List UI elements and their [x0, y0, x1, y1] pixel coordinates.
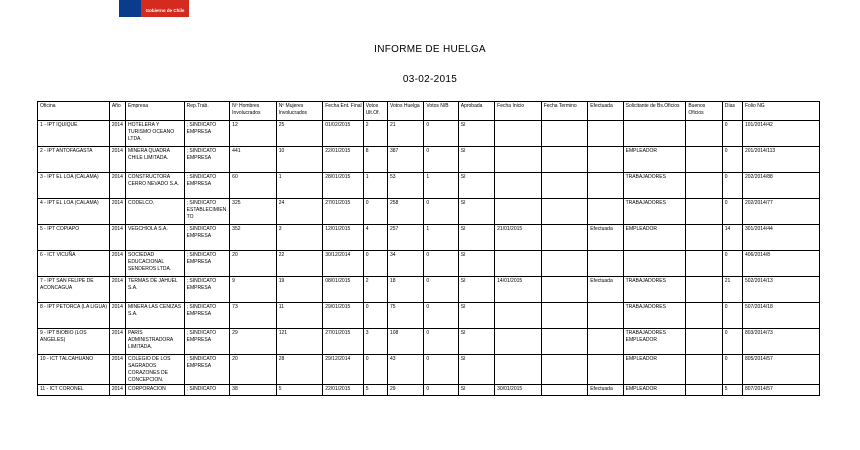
- table-cell: 1: [276, 173, 323, 199]
- column-header: Votos N/B: [424, 102, 458, 121]
- logo-blue-block: [119, 0, 141, 17]
- table-cell: SI: [458, 225, 494, 251]
- column-header: Aprobada: [458, 102, 494, 121]
- table-cell: 22/01/2015: [323, 385, 363, 396]
- table-cell: [541, 303, 588, 329]
- table-cell: CORPORACION: [125, 385, 184, 396]
- table-cell: 21/01/2015: [495, 225, 542, 251]
- table-cell: 60: [230, 173, 277, 199]
- table-cell: 0: [722, 303, 742, 329]
- table-cell: ; SINDICATO EMPRESA: [184, 277, 230, 303]
- table-cell: 0: [722, 329, 742, 355]
- table-cell: 0: [424, 385, 458, 396]
- table-cell: 352: [230, 225, 277, 251]
- table-cell: 0: [363, 355, 387, 385]
- table-cell: EMPLEADOR: [623, 225, 686, 251]
- table-cell: 75: [387, 303, 423, 329]
- table-cell: ; SINDICATO ESTABLECIMIENTO: [184, 199, 230, 225]
- table-cell: SI: [458, 355, 494, 385]
- table-cell: 14: [722, 225, 742, 251]
- table-cell: [686, 303, 722, 329]
- table-header-row: [38, 102, 820, 121]
- table-cell: [541, 147, 588, 173]
- table-cell: [588, 303, 623, 329]
- table-row: [38, 329, 820, 355]
- table-cell: TRABAJADORES EMPLEADOR: [623, 329, 686, 355]
- table-cell: 2014: [109, 173, 125, 199]
- table-cell: 18: [387, 277, 423, 303]
- table-cell: SI: [458, 147, 494, 173]
- table-cell: 387: [387, 147, 423, 173]
- column-header: Oficina: [38, 102, 110, 121]
- strike-report-table: [37, 101, 820, 396]
- table-cell: 502/2014/13: [742, 277, 819, 303]
- table-cell: 6 - ICT VICUÑA: [38, 251, 110, 277]
- table-cell: 5: [722, 385, 742, 396]
- column-header: Fecha Inicio: [495, 102, 542, 121]
- table-cell: 43: [387, 355, 423, 385]
- table-row: [38, 225, 820, 251]
- table-row: [38, 251, 820, 277]
- table-cell: 7 - IPT SAN FELIPE DE ACONCAGUA: [38, 277, 110, 303]
- table-cell: [588, 355, 623, 385]
- table-cell: 0: [363, 199, 387, 225]
- table-cell: 1: [424, 225, 458, 251]
- table-cell: 73: [230, 303, 277, 329]
- table-cell: ; SINDICATO EMPRESA: [184, 355, 230, 385]
- table-cell: EMPLEADOR: [623, 147, 686, 173]
- table-cell: ; SINDICATO: [184, 385, 230, 396]
- table-cell: 9: [230, 277, 277, 303]
- table-cell: 4: [363, 225, 387, 251]
- table-cell: 12: [230, 121, 277, 147]
- table-cell: SI: [458, 251, 494, 277]
- table-cell: 257: [387, 225, 423, 251]
- table-cell: 29: [387, 385, 423, 396]
- column-header: Rep.Trab.: [184, 102, 230, 121]
- table-cell: 24: [276, 199, 323, 225]
- table-cell: 14/01/2015: [495, 277, 542, 303]
- table-cell: ; SINDICATO EMPRESA: [184, 147, 230, 173]
- table-cell: 2014: [109, 277, 125, 303]
- table-cell: Efectuada: [588, 385, 623, 396]
- column-header: Empresa: [125, 102, 184, 121]
- table-cell: 441: [230, 147, 277, 173]
- table-cell: 0: [424, 121, 458, 147]
- table-cell: TERMAS DE JAHUEL S.A.: [125, 277, 184, 303]
- table-cell: 29/12/2014: [323, 355, 363, 385]
- table-cell: TRABAJADORES: [623, 277, 686, 303]
- column-header: Votos Huelga: [387, 102, 423, 121]
- table-cell: SI: [458, 277, 494, 303]
- table-cell: 3: [363, 329, 387, 355]
- table-cell: [623, 121, 686, 147]
- table-cell: 1 - IPT IQUIQUE: [38, 121, 110, 147]
- table-cell: 2: [363, 277, 387, 303]
- table-cell: MINERA QUADRA CHILE LIMITADA.: [125, 147, 184, 173]
- table-cell: 0: [722, 173, 742, 199]
- table-cell: [588, 173, 623, 199]
- table-cell: 258: [387, 199, 423, 225]
- column-header: Días: [722, 102, 742, 121]
- table-cell: 38: [230, 385, 277, 396]
- table-cell: [588, 251, 623, 277]
- table-cell: EMPLEADOR: [623, 385, 686, 396]
- table-cell: 01/02/2015: [323, 121, 363, 147]
- table-cell: [686, 385, 722, 396]
- table-cell: [686, 329, 722, 355]
- table-cell: 202/2014/77: [742, 199, 819, 225]
- table-cell: 0: [363, 303, 387, 329]
- table-cell: 807/2014/57: [742, 385, 819, 396]
- table-cell: SI: [458, 199, 494, 225]
- table-cell: 0: [424, 329, 458, 355]
- report-title: INFORME DE HUELGA: [374, 44, 486, 55]
- table-cell: [541, 121, 588, 147]
- table-cell: 325: [230, 199, 277, 225]
- table-cell: 19: [276, 277, 323, 303]
- column-header: Año: [109, 102, 125, 121]
- table-cell: Efectuada: [588, 277, 623, 303]
- table-cell: 406/2014/8: [742, 251, 819, 277]
- table-cell: ; SINDICATO EMPRESA: [184, 251, 230, 277]
- column-header: Fecha Termino: [541, 102, 588, 121]
- table-cell: 0: [424, 355, 458, 385]
- table-cell: [495, 303, 542, 329]
- column-header: Efectuada: [588, 102, 623, 121]
- table-cell: 28/01/2015: [323, 173, 363, 199]
- table-cell: ; SINDICATO EMPRESA: [184, 225, 230, 251]
- report-date: 03-02-2015: [402, 74, 458, 85]
- table-cell: 27/01/2015: [323, 329, 363, 355]
- table-cell: 1: [363, 173, 387, 199]
- table-cell: CODELCO.: [125, 199, 184, 225]
- table-cell: [495, 329, 542, 355]
- table-cell: 10 - ICT TALCAHUANO: [38, 355, 110, 385]
- table-cell: [686, 225, 722, 251]
- table-cell: 5 - IPT COPIAPO: [38, 225, 110, 251]
- table-row: [38, 303, 820, 329]
- table-cell: [495, 199, 542, 225]
- table-cell: 0: [722, 147, 742, 173]
- table-cell: VEGCHIOLA S.A.: [125, 225, 184, 251]
- table-cell: 34: [387, 251, 423, 277]
- table-cell: SI: [458, 303, 494, 329]
- government-logo: [119, 0, 189, 17]
- table-cell: [686, 173, 722, 199]
- table-cell: HOTELERA Y TURISMO OCEANO LTDA.: [125, 121, 184, 147]
- table-cell: 301/2014/44: [742, 225, 819, 251]
- table-cell: 803/2014/73: [742, 329, 819, 355]
- table-cell: 3: [276, 225, 323, 251]
- table-cell: 201/2014/113: [742, 147, 819, 173]
- table-cell: COLEGIO DE LOS SAGRADOS CORAZONES DE CONCEPCION.: [125, 355, 184, 385]
- column-header: Folio NG: [742, 102, 819, 121]
- table-cell: 108: [387, 329, 423, 355]
- table-cell: 1: [424, 173, 458, 199]
- table-cell: [541, 199, 588, 225]
- table-cell: ; SINDICATO EMPRESA: [184, 303, 230, 329]
- table-cell: SI: [458, 173, 494, 199]
- table-cell: 0: [722, 251, 742, 277]
- table-cell: 29/01/2015: [323, 303, 363, 329]
- table-cell: 53: [387, 173, 423, 199]
- table-cell: [495, 121, 542, 147]
- table-cell: SOCIEDAD EDUCACIONAL SENDEROS LTDA.: [125, 251, 184, 277]
- table-row: [38, 199, 820, 225]
- table-cell: 2014: [109, 121, 125, 147]
- table-cell: PARIS ADMINISTRADORA LIMITADA.: [125, 329, 184, 355]
- table-cell: [495, 173, 542, 199]
- table-cell: 0: [424, 251, 458, 277]
- table-row: [38, 147, 820, 173]
- table-cell: 20: [230, 355, 277, 385]
- table-cell: 101/2014/42: [742, 121, 819, 147]
- table-row: [38, 121, 820, 147]
- table-cell: 0: [722, 355, 742, 385]
- table-body: [38, 121, 820, 396]
- table-cell: [588, 147, 623, 173]
- column-header: Buenos Oficios: [686, 102, 722, 121]
- table-cell: 202/2014/88: [742, 173, 819, 199]
- table-cell: Efectuada: [588, 225, 623, 251]
- column-header: Solicitante de Bs.Oficios: [623, 102, 686, 121]
- table-cell: ; SINDICATO EMPRESA: [184, 173, 230, 199]
- table-cell: 0: [722, 121, 742, 147]
- table-cell: 9 - IPT BIOBIO (LOS ANGELES): [38, 329, 110, 355]
- table-cell: 805/2014/57: [742, 355, 819, 385]
- table-cell: [686, 277, 722, 303]
- table-cell: 11 - ICT CORONEL: [38, 385, 110, 396]
- table-cell: 22: [276, 251, 323, 277]
- table-cell: [541, 329, 588, 355]
- table-cell: 2014: [109, 147, 125, 173]
- table-cell: 0: [363, 251, 387, 277]
- table-row: [38, 355, 820, 385]
- table-cell: 0: [424, 147, 458, 173]
- table-cell: [541, 385, 588, 396]
- table-cell: 0: [424, 303, 458, 329]
- table-cell: 20: [230, 251, 277, 277]
- column-header: Votos Ult.Of.: [363, 102, 387, 121]
- table-cell: 0: [722, 199, 742, 225]
- table-cell: 2014: [109, 303, 125, 329]
- table-cell: 10: [276, 147, 323, 173]
- table-cell: 25: [276, 121, 323, 147]
- table-cell: TRABAJADORES: [623, 173, 686, 199]
- table-cell: 21: [387, 121, 423, 147]
- table-cell: [623, 251, 686, 277]
- table-cell: 121: [276, 329, 323, 355]
- column-header: Nº Mujeres Involucrados: [276, 102, 323, 121]
- table-row: [38, 173, 820, 199]
- table-cell: 2014: [109, 199, 125, 225]
- table-cell: 0: [424, 199, 458, 225]
- table-cell: 28: [276, 355, 323, 385]
- table-cell: 27/01/2015: [323, 199, 363, 225]
- table-cell: 08/01/2015: [323, 277, 363, 303]
- table-cell: [686, 147, 722, 173]
- column-header: Fecha Ent. Final: [323, 102, 363, 121]
- table-cell: 4 - IPT EL LOA (CALAMA): [38, 199, 110, 225]
- table-cell: 2014: [109, 225, 125, 251]
- table-cell: ; SINDICATO EMPRESA: [184, 329, 230, 355]
- table-cell: [541, 355, 588, 385]
- table-cell: 2014: [109, 355, 125, 385]
- table-cell: 507/2014/18: [742, 303, 819, 329]
- table-cell: 2014: [109, 329, 125, 355]
- table-cell: TRABAJADORES: [623, 303, 686, 329]
- table-cell: 21: [722, 277, 742, 303]
- logo-text: Gobierno de Chile: [145, 8, 185, 13]
- table-cell: CONSTRUCTORA CERRO NEVADO S.A.: [125, 173, 184, 199]
- table-cell: [541, 277, 588, 303]
- table-cell: 2014: [109, 251, 125, 277]
- table-cell: MINERA LAS CENIZAS S.A.: [125, 303, 184, 329]
- table-cell: [686, 251, 722, 277]
- table-cell: [686, 121, 722, 147]
- table-cell: 8: [363, 147, 387, 173]
- table-cell: 11: [276, 303, 323, 329]
- table-row: [38, 385, 820, 396]
- table-cell: SI: [458, 329, 494, 355]
- table-cell: TRABAJADORES: [623, 199, 686, 225]
- table-cell: 3 - IPT EL LOA (CALAMA): [38, 173, 110, 199]
- table-cell: [495, 147, 542, 173]
- table-cell: 22/01/2015: [323, 147, 363, 173]
- table-cell: [541, 173, 588, 199]
- table-cell: [495, 251, 542, 277]
- table-cell: 30/01/2015: [495, 385, 542, 396]
- table-cell: 29: [230, 329, 277, 355]
- table-cell: 12/01/2015: [323, 225, 363, 251]
- table-cell: SI: [458, 121, 494, 147]
- table-cell: 2014: [109, 385, 125, 396]
- table-cell: [541, 225, 588, 251]
- table-cell: 5: [363, 385, 387, 396]
- table-cell: [588, 199, 623, 225]
- table-cell: 2: [363, 121, 387, 147]
- table-cell: 5: [276, 385, 323, 396]
- table-cell: 2 - IPT ANTOFAGASTA: [38, 147, 110, 173]
- table-cell: 30/12/2014: [323, 251, 363, 277]
- table-cell: [588, 121, 623, 147]
- table-cell: SI: [458, 385, 494, 396]
- table-cell: [686, 355, 722, 385]
- table-cell: [588, 329, 623, 355]
- table-cell: ; SINDICATO EMPRESA: [184, 121, 230, 147]
- table-row: [38, 277, 820, 303]
- column-header: Nº Hombres Involucrados: [230, 102, 277, 121]
- table-cell: [686, 199, 722, 225]
- table-cell: 8 - IPT PETORCA (LA LIGUA): [38, 303, 110, 329]
- table-cell: [495, 355, 542, 385]
- table-cell: 0: [424, 277, 458, 303]
- table-cell: EMPLEADOR: [623, 355, 686, 385]
- table-cell: [541, 251, 588, 277]
